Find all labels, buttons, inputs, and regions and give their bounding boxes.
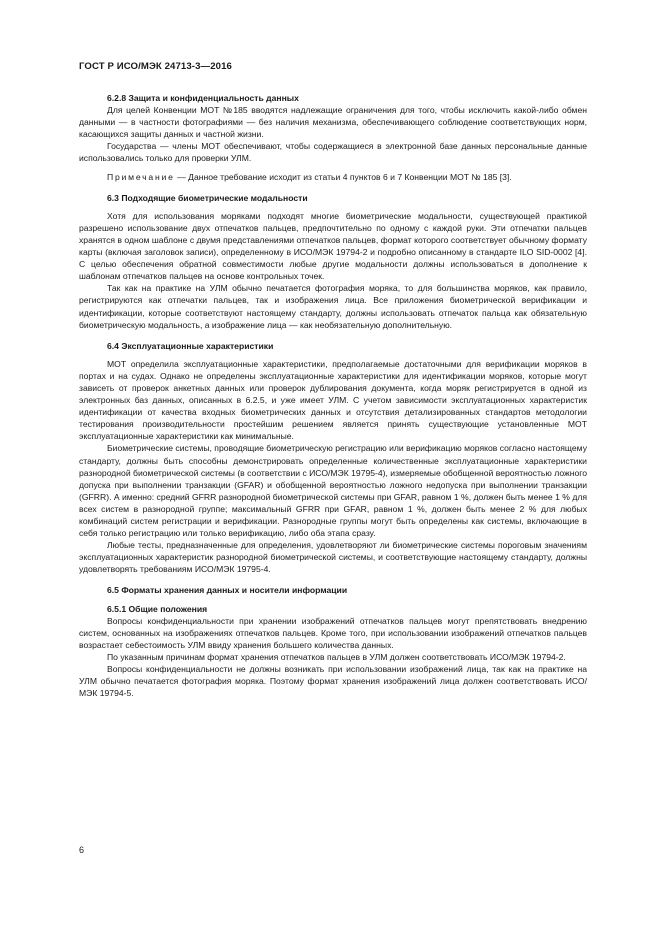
note-text: — Данное требование исходит из статьи 4 пунктов 6 и 7 Конвенции МОТ № 185 [3]. xyxy=(174,171,512,182)
paragraph: По указанным причинам формат хранения отпечатков пальцев в УЛМ должен соответствовать ИСО/МЭК 19794-2. xyxy=(107,651,566,662)
section-heading-6-5: 6.5 Форматы хранения данных и носители информации xyxy=(107,585,348,596)
paragraph: Для целей Конвенции МОТ №185 вводятся надлежащие ограничения для того, чтобы исключить какой-либо обмен данными — в частности фотографиями — без наличия механизма, обеспечивающего соблюдение соответствующих норм, касающихся защиты данных и частной жизни. xyxy=(79,105,587,140)
paragraph: Вопросы конфиденциальности при хранении изображений отпечатков пальцев могут препятствовать внедрению систем, основанных на изображениях отпечатков пальцев. Кроме того, при использовании изображений отпечатков пальцев возрастает себестоимость УЛМ ввиду хранения большего количества данных. xyxy=(79,615,587,650)
section-heading-6-5-1: 6.5.1 Общие положения xyxy=(107,603,208,614)
paragraph: Любые тесты, предназначенные для определения, удовлетворяют ли биометрические системы пороговым значениям эксплуатационных характеристик разнородной биометрической системы, и соответствующие настоящему стандарту, должны удовлетворять требованиям ИСО/МЭК 19795-4. xyxy=(79,540,587,575)
section-heading-6-4: 6.4 Эксплуатационные характеристики xyxy=(107,340,274,351)
paragraph: Биометрические системы, проводящие биометрическую регистрацию или верификацию моряков согласно настоящему стандарту, должны быть способны демонстрировать определенные количественные эксплуатационные характеристики разнородной биометрической системы (в соответствии с ИСО/МЭК 19795-4), измеряемые обобщенной вероятностью ложного допуска при выполнении транзакции (GFAR) и обобщенной вероятностью ложного недопуска при выполнении транзакции (GFRR). А именно: средний GFRR разнородной биометрической системы при GFAR, равном 1 %, должен быть менее 1 % для всех систем в разнородной группе; максимальный GFRR при GFAR, равном 1 %, должен быть менее 2 % для любых комбинаций систем регистрации и верификации. Разнородные группы могут быть определены как системы, включающие в себя только регистрацию или только верификацию, либо оба этапа сразу. xyxy=(79,443,587,539)
section-heading-6-2-8: 6.2.8 Защита и конфиденциальность данных xyxy=(107,93,299,103)
paragraph: Вопросы конфиденциальности не должны возникать при использовании изображений лица, так как на практике на УЛМ обычно печатается фотография моряка. Поэтому формат хранения изображений лица должен соответствовать ИСО/МЭК 19794-5. xyxy=(79,664,587,699)
paragraph: Так как на практике на УЛМ обычно печатается фотография моряка, то для большинства моряков, как правило, регистрируются как отпечатки пальцев, так и изображения лица. Все приложения биометрической верификации и идентификации, которые соответствуют настоящему стандарту, должны использовать отпечаток пальца как обязательную биометрическую модальность, а изображение лица — как необязательную дополнительную. xyxy=(79,283,587,330)
document-body xyxy=(79,92,587,699)
note-label: Примечание xyxy=(107,171,175,182)
paragraph: Государства — члены МОТ обеспечивают, чтобы содержащиеся в электронной базе данных персональные данные использовались только для проверки УЛМ. xyxy=(79,141,587,164)
paragraph: МОТ определила эксплуатационные характеристики, предполагаемые достаточными для верификации моряков в портах и на судах. Однако не определены эксплуатационные характеристики для идентификации моряков, которые могут зависеть от проверок анкетных данных или проверок дублирования документа, когда моряк регистрируется в одной из электронных баз данных, описанных в 6.2.5, и уже имеет УЛМ. С учетом зависимости эксплуатационных характеристик идентификации от качества входных биометрических данных и отсутствия детализированных стандартов методологии тестирования производительности простейшим решением является принять существующие установленные МОТ эксплуатационные характеристики как минимальные. xyxy=(79,358,587,442)
paragraph: Хотя для использования моряками подходят многие биометрические модальности, существующей практикой разрешено использование двух отпечатков пальцев, предпочтительно по одному с каждой руки. Эти отпечатки пальцев хранятся в одном шаблоне с двумя представлениями отпечатков пальцев, формат которого соответствует обычному формату карты (включая заголовок записи), определенному в ИСО/МЭК 19794-2 и подробно описанному в стандарте ILO SID-0002 [4]. С целью обеспечения обратной совместимости любые другие модальности должны использоваться в дополнение к шаблонам отпечатков пальцев на основе контрольных точек. xyxy=(79,210,587,282)
page-number: 6 xyxy=(79,845,85,855)
document-header: ГОСТ Р ИСО/МЭК 24713-3—2016 xyxy=(79,61,232,72)
section-heading-6-3: 6.3 Подходящие биометрические модальности xyxy=(107,192,308,203)
note xyxy=(79,171,587,183)
